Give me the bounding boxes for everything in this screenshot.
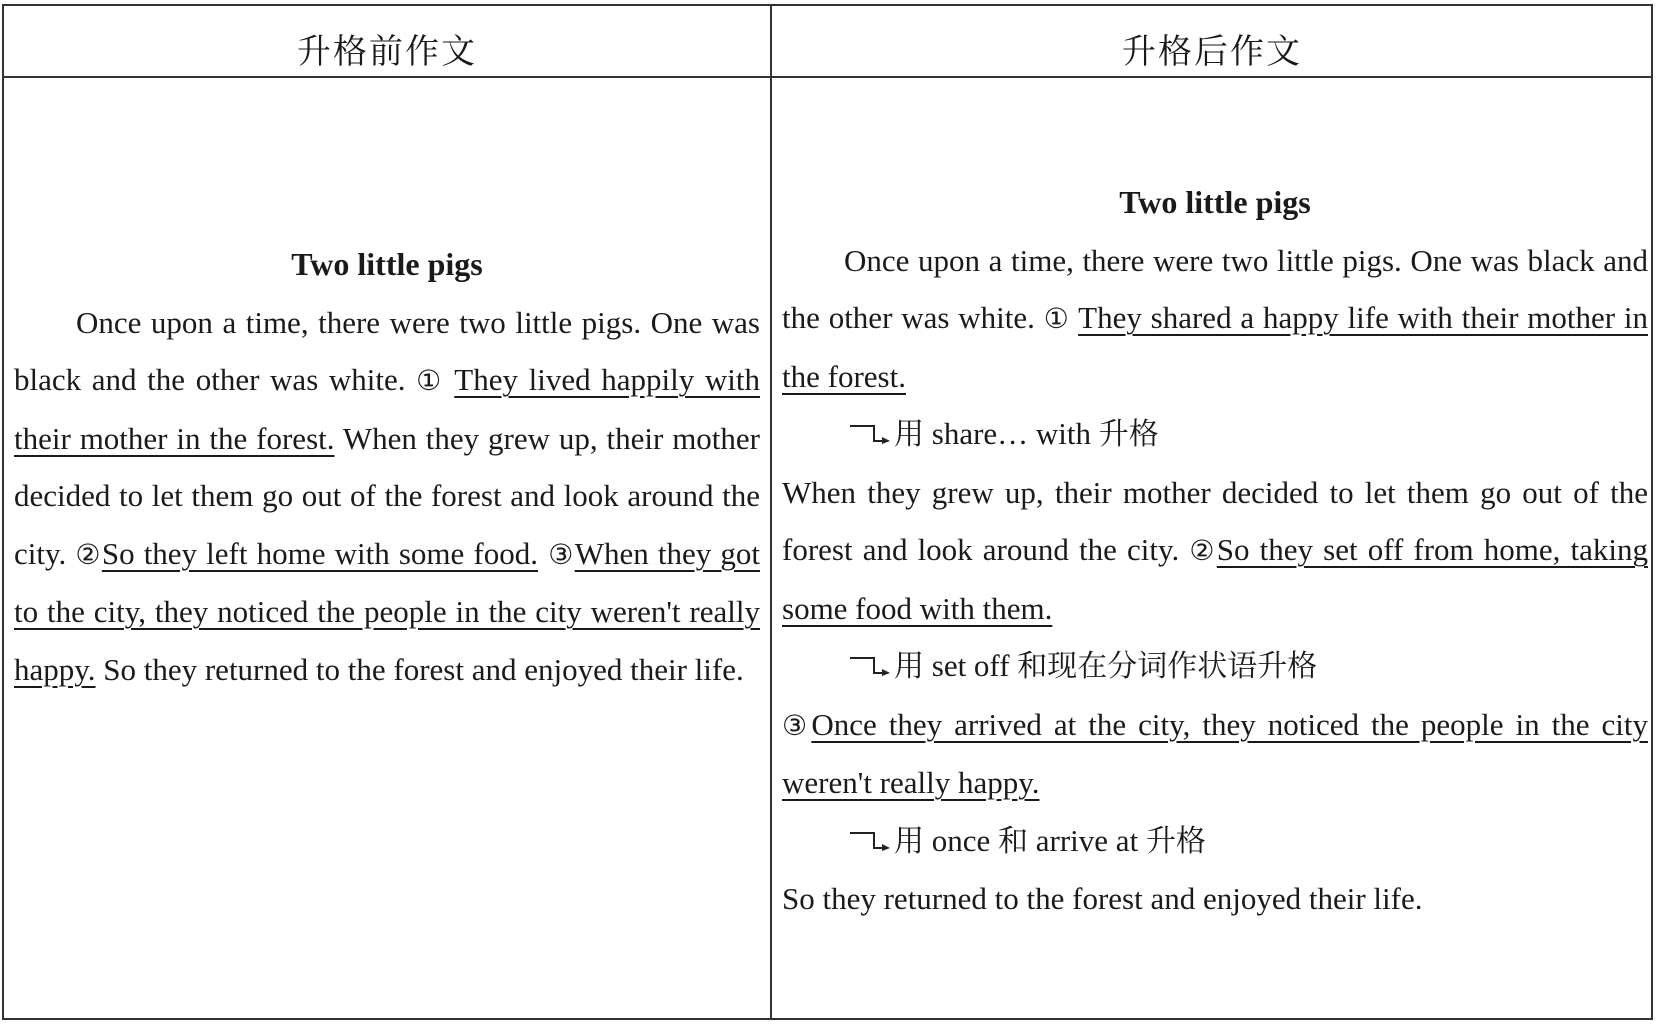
annotation-3-prefix: 用: [894, 823, 924, 859]
annotation-3-text-2: arrive at: [1028, 822, 1146, 858]
annotation-2: [782, 637, 1648, 696]
essay-after: [782, 174, 1648, 928]
annotation-1-text: share… with: [924, 416, 1099, 451]
essay-after-para-4: So they returned to the forest and enjoyed their life.: [782, 881, 1423, 916]
annotation-1: [782, 405, 1648, 464]
annotation-1-suffix: 升格: [1098, 417, 1159, 452]
essay-after-para-2: [782, 464, 1648, 638]
sentence-1-underlined: They lived happily with their mother in the forest.: [14, 362, 760, 456]
essay-after-title: Two little pigs: [1119, 184, 1311, 220]
sentence-1-underlined: They shared a happy life with their mother in the forest.: [782, 300, 1648, 394]
essay-before-text-3: So they returned to the forest and enjoyed their life.: [95, 651, 744, 687]
sentence-marker-1: ①: [416, 364, 445, 397]
sentence-2-underlined: So they left home with some food.: [101, 535, 538, 571]
essay-before-text-2: When they grew up, their mother decided to let them go out of the forest and look around the city.: [14, 420, 761, 571]
essay-before-body: [14, 294, 760, 699]
annotation-1-prefix: 用: [894, 417, 924, 452]
sentence-marker-1: ①: [1043, 302, 1070, 335]
column-divider: [770, 6, 772, 1018]
annotation-3-mid: 和: [998, 823, 1029, 859]
annotation-2-suffix: 和现在分词作状语升格: [1017, 649, 1318, 684]
bent-arrow-icon: [848, 831, 892, 851]
annotation-3-suffix: 升格: [1145, 823, 1206, 859]
essay-after-text-2: When they grew up, their mother decided to let them go out of the forest and look around the city.: [782, 474, 1648, 567]
essay-after-text-1: Once upon a time, there were two little pigs. One was black and the other was white.: [782, 242, 1648, 335]
essay-before-title: Two little pigs: [291, 246, 483, 282]
annotation-3-text: once: [924, 822, 999, 858]
sentence-marker-3: ③: [537, 537, 575, 571]
essay-after-para-1: [782, 232, 1648, 406]
comparison-table: [2, 4, 1653, 1020]
essay-after-para-3: [782, 696, 1648, 812]
sentence-marker-2: ②: [75, 537, 102, 571]
sentence-marker-3: ③: [782, 708, 812, 742]
header-divider: [4, 76, 1651, 78]
bent-arrow-icon: [848, 656, 892, 676]
bent-arrow-icon: [848, 424, 892, 444]
essay-before-text-1: Once upon a time, there were two little pigs. One was black and the other was white.: [14, 304, 760, 397]
sentence-3-underlined: Once they arrived at the city, they noticed the people in the city weren't really happy.: [782, 706, 1648, 800]
header-before: 升格前作文: [297, 32, 477, 72]
annotation-3: [782, 812, 1648, 871]
annotation-2-text: set off: [924, 648, 1018, 683]
annotation-2-prefix: 用: [894, 649, 924, 684]
header-after: 升格后作文: [1122, 32, 1302, 72]
sentence-3-underlined: When they got to the city, they noticed the people in the city weren't really happy.: [14, 535, 760, 687]
sentence-marker-2: ②: [1189, 534, 1217, 567]
essay-before: [14, 236, 760, 698]
sentence-2-underlined: So they set off from home, taking some food with them.: [782, 532, 1648, 626]
